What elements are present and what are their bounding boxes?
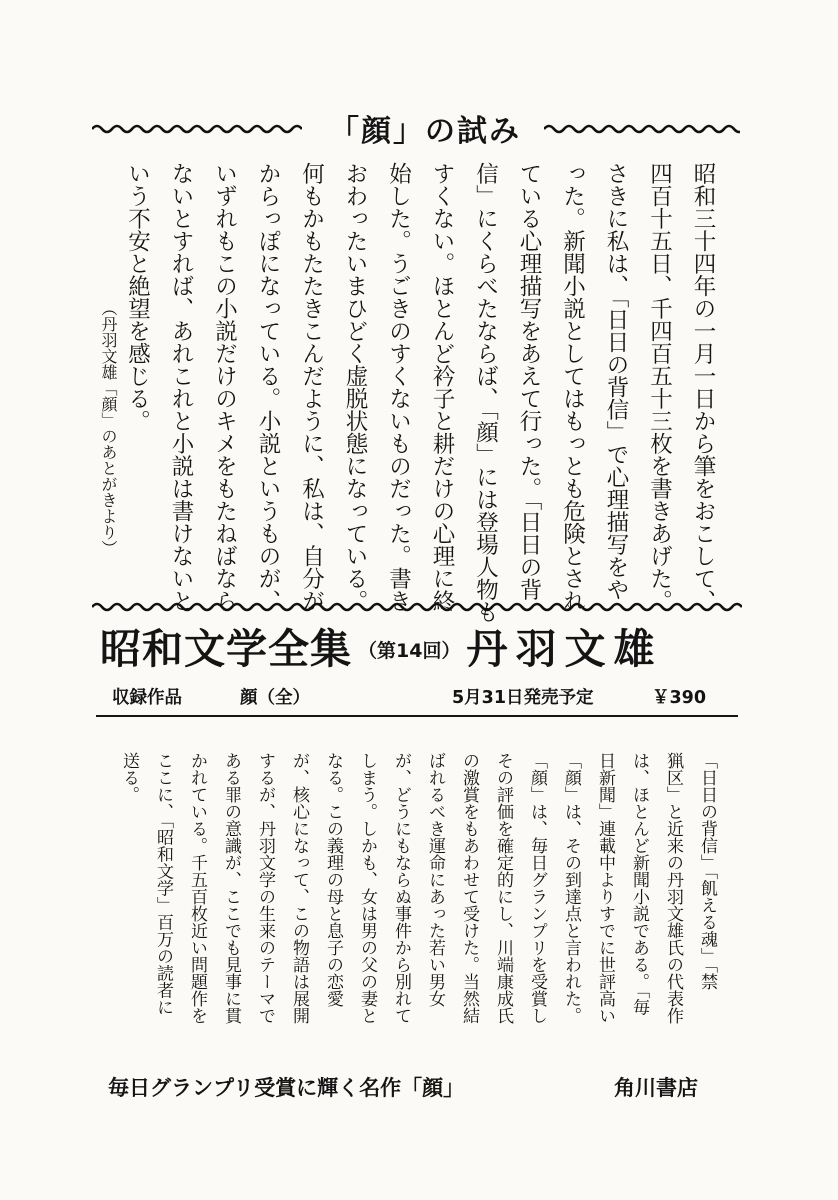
wavy-rule-mid xyxy=(92,598,742,616)
promo-line: が、核心になって、この物語は展開 xyxy=(289,752,309,1024)
promo-line: その評価を確定的にし、川端康成氏 xyxy=(493,752,513,1024)
essay-line: いう不安と絶望を感じる。 xyxy=(124,162,151,432)
footer-slogan: 毎日グランプリ受賞に輝く名作「顔」 xyxy=(108,1076,465,1100)
promo-line: は、ほとんど新聞小説である。「毎 xyxy=(629,752,649,1016)
essay-line: 始した。うごきのすくないものだった。書き xyxy=(385,162,412,612)
publisher-name: 角川書店 xyxy=(614,1076,698,1100)
wavy-rule-left xyxy=(92,120,302,138)
promo-line: しまう。しかも、女は男の父の妻と xyxy=(357,752,377,1024)
promo-body xyxy=(112,752,724,1054)
promo-line: 猟区」と近来の丹羽文雄氏の代表作 xyxy=(663,752,683,1024)
essay-line: ている心理描写をあえて行った。「日日の背 xyxy=(516,162,542,601)
essay-line: からっぽになっている。小説というものが、 xyxy=(255,162,281,612)
promo-line: 「顔」は、毎日グランプリを受賞し xyxy=(527,752,547,1024)
promo-line: 「顔」は、その到達点と言われた。 xyxy=(561,752,581,1024)
source-note-text: （丹羽文雄「顔」のあとがきより） xyxy=(99,300,118,556)
essay-body xyxy=(115,162,724,624)
price: ￥390 xyxy=(652,688,707,708)
contents-label: 収録作品 xyxy=(112,688,182,708)
essay-line: おわったいまひどく虚脱状態になっている。 xyxy=(342,162,368,612)
essay-line: ないとすれば、あれこれと小説は書けないと xyxy=(168,162,194,612)
info-row xyxy=(112,684,722,710)
essay-line: すくない。ほとんど衿子と耕だけの心理に終 xyxy=(429,162,455,612)
promo-line: ばれるべき運命にあった若い男女 xyxy=(425,752,445,1007)
promo-line: の激賞をもあわせて受けた。当然結 xyxy=(459,752,479,1024)
series-issue: （第14回） xyxy=(358,640,461,662)
series-heading xyxy=(100,616,740,675)
promo-line: 日新聞」連載中よりすでに世評高い xyxy=(595,752,615,1024)
divider-rule xyxy=(96,715,738,717)
promo-line: が、どうにもならぬ事件から別れて xyxy=(391,752,411,1024)
release-date: 5月31日発売予定 xyxy=(452,688,594,708)
promo-line: 「日日の背信」「飢える魂」「禁 xyxy=(697,752,717,990)
essay-line: 何もかもたたきこんだように、私は、自分が xyxy=(298,162,325,612)
series-title: 昭和文学全集 xyxy=(100,625,352,673)
promo-line: ここに、「昭和文学」百万の読者に xyxy=(153,752,173,1016)
series-author: 丹羽文雄 xyxy=(466,625,663,673)
essay-line: 四百十五日、千四百五十三枚を書きあげた。 xyxy=(646,162,673,612)
essay-line: った。新聞小説としてはもっとも危険とされ xyxy=(559,162,586,612)
promo-line: ある罪の意識が、ここでも見事に貫 xyxy=(221,752,241,1024)
essay-source-note xyxy=(98,300,118,590)
footer xyxy=(108,1072,728,1106)
essay-title: 「顔」の試み xyxy=(329,114,521,149)
promo-line: 送る。 xyxy=(119,752,139,803)
essay-line: いずれもこの小説だけのキメをもたねばなら xyxy=(211,162,238,612)
wavy-rule-right xyxy=(544,120,740,138)
promo-line: なる。この義理の母と息子の恋愛 xyxy=(323,752,343,1007)
promo-line: するが、丹羽文学の生来のテーマで xyxy=(255,752,275,1024)
essay-line: 昭和三十四年の一月一日から筆をおこして、 xyxy=(690,162,716,612)
promo-line: かれている。千五百枚近い問題作を xyxy=(187,752,207,1024)
essay-line: 信」にくらべたならば、「顔」には登場人物も xyxy=(472,162,499,624)
contents-value: 顔（全） xyxy=(240,688,310,708)
essay-line: さきに私は、「日日の背信」で心理描写をや xyxy=(603,162,629,601)
